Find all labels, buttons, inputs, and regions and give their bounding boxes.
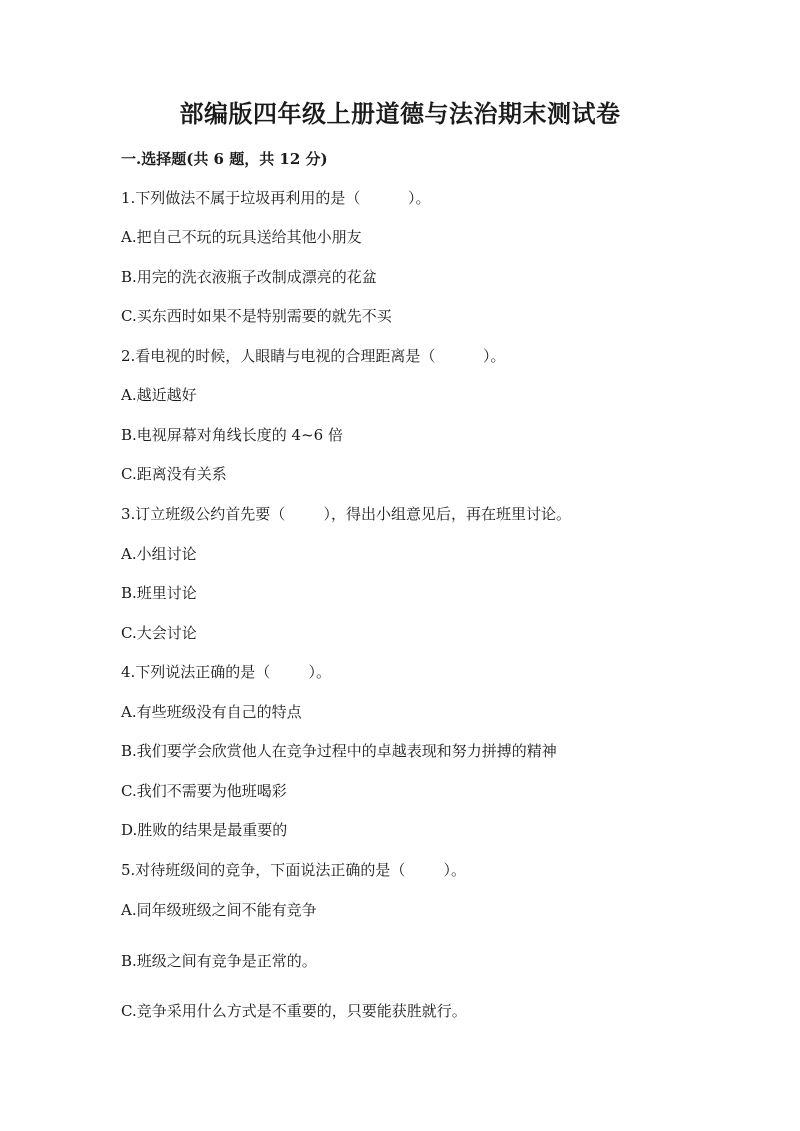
section-heading: 一.选择题(共 6 题，共 12 分) [121, 150, 328, 168]
question-3-option-c: C.大会讨论 [121, 624, 197, 642]
question-5-option-a: A.同年级班级之间不能有竞争 [121, 901, 317, 919]
question-5-stem: 5.对待班级间的竞争，下面说法正确的是（ ）。 [121, 861, 466, 879]
question-2-option-a: A.越近越好 [121, 386, 197, 404]
question-5-option-b: B.班级之间有竞争是正常的。 [121, 952, 317, 970]
question-4-option-b: B.我们要学会欣赏他人在竞争过程中的卓越表现和努力拼搏的精神 [121, 742, 557, 760]
question-4-stem: 4.下列说法正确的是（ ）。 [121, 663, 331, 681]
question-2-option-b: B.电视屏幕对角线长度的 4~6 倍 [121, 426, 343, 444]
question-3-stem: 3.订立班级公约首先要（ ），得出小组意见后，再在班里讨论。 [121, 505, 571, 523]
question-2-stem: 2.看电视的时候，人眼睛与电视的合理距离是（ ）。 [121, 347, 506, 365]
question-1-option-b: B.用完的洗衣液瓶子改制成漂亮的花盆 [121, 268, 377, 286]
question-1-option-c: C.买东西时如果不是特别需要的就先不买 [121, 307, 392, 325]
question-4-option-d: D.胜败的结果是最重要的 [121, 821, 288, 839]
question-3-option-b: B.班里讨论 [121, 584, 197, 602]
page-title: 部编版四年级上册道德与法治期末测试卷 [179, 99, 621, 128]
question-1-stem: 1.下列做法不属于垃圾再利用的是（ ）。 [121, 189, 431, 207]
question-4-option-c: C.我们不需要为他班喝彩 [121, 782, 287, 800]
question-2-option-c: C.距离没有关系 [121, 465, 227, 483]
question-3-option-a: A.小组讨论 [121, 545, 197, 563]
question-5-option-c: C.竞争采用什么方式是不重要的，只要能获胜就行。 [121, 1002, 467, 1020]
question-1-option-a: A.把自己不玩的玩具送给其他小朋友 [121, 228, 362, 246]
question-4-option-a: A.有些班级没有自己的特点 [121, 703, 302, 721]
